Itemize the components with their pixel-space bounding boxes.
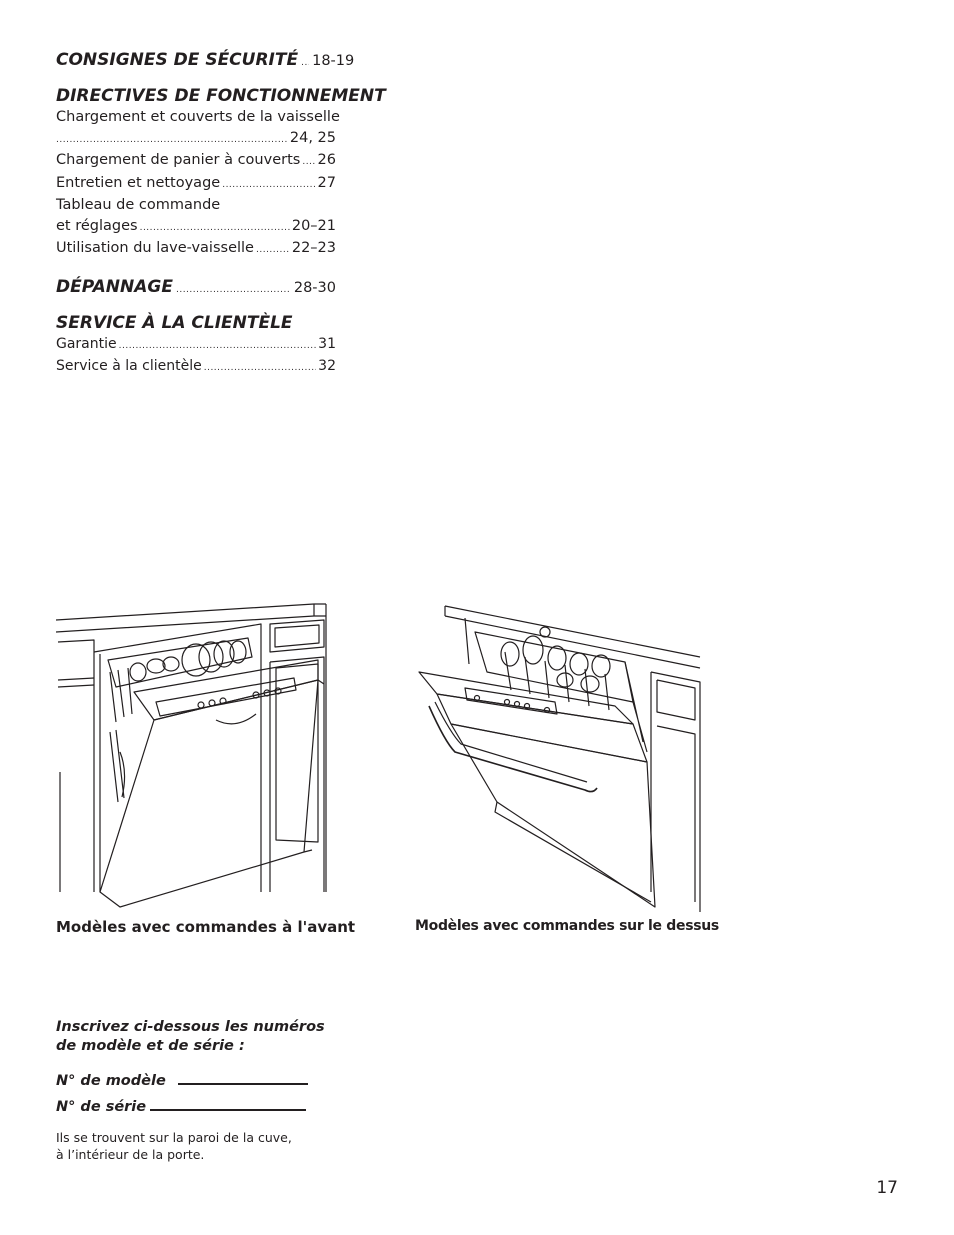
toc-leader <box>204 358 316 378</box>
toc-leader <box>302 152 315 173</box>
toc-entry: et réglages ..... 20–21 <box>56 216 336 239</box>
toc-entry: ..... 24, 25 <box>56 128 336 151</box>
toc-leader <box>119 336 317 356</box>
serial-number-label: N° de série <box>56 1099 147 1115</box>
toc-entry: Service à la clientèle ..... 32 <box>56 356 336 378</box>
toc-entry: Utilisation du lave-vaisselle ..... 22–23 <box>56 238 336 261</box>
toc-entry: Chargement et couverts de la vaisselle <box>56 109 340 125</box>
toc-leader <box>56 130 288 151</box>
model-number-label: N° de modèle <box>56 1073 166 1089</box>
record-note: Ils se trouvent sur la paroi de la cuve, à l’intérieur de la porte. <box>56 1130 292 1162</box>
toc-leader <box>140 218 290 239</box>
toc-entry: Entretien et nettoyage ..... 27 <box>56 173 336 196</box>
toc-section-title: CONSIGNES DE SÉCURITÉ <box>56 50 299 70</box>
toc-page-ref: 28-30 <box>293 279 336 296</box>
top-controls-caption: Modèles avec commandes sur le dessus <box>415 918 719 934</box>
front-controls-dishwasher-illustration <box>56 602 336 917</box>
record-intro: Inscrivez ci-dessous les numéros de modèle et de série : <box>56 1019 325 1054</box>
serial-number-line <box>150 1108 306 1111</box>
page-number: 17 <box>876 1178 898 1198</box>
toc-section-title: DIRECTIVES DE FONCTIONNEMENT <box>56 86 386 106</box>
toc-leader <box>176 285 291 295</box>
table-of-contents <box>56 50 386 394</box>
front-controls-caption: Modèles avec commandes à l'avant <box>56 918 356 936</box>
toc-section-troubleshooting <box>56 277 336 297</box>
toc-section-operating <box>56 86 386 261</box>
toc-entry: Garantie ..... 31 <box>56 334 336 356</box>
toc-leader <box>301 58 309 68</box>
top-controls-dishwasher-illustration <box>415 602 705 917</box>
toc-leader <box>222 175 315 196</box>
serial-number-field <box>56 1099 376 1115</box>
toc-entry: Tableau de commande <box>56 197 221 213</box>
model-serial-record <box>56 1018 376 1163</box>
toc-page-ref: 18-19 <box>312 53 355 69</box>
toc-section-title: SERVICE À LA CLIENTÈLE <box>56 312 293 333</box>
model-number-field <box>56 1073 376 1089</box>
toc-section-safety <box>56 50 355 70</box>
toc-section-service <box>56 313 336 378</box>
toc-entry: Chargement de panier à couverts ..... 26 <box>56 150 336 173</box>
model-number-line <box>178 1082 308 1085</box>
toc-section-title: DÉPANNAGE <box>56 276 173 297</box>
toc-leader <box>256 240 290 261</box>
